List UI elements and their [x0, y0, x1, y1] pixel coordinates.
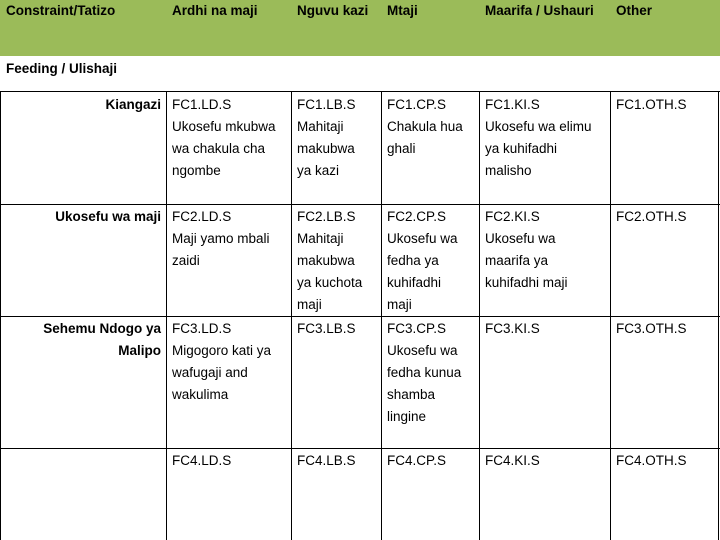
- section-row: [0, 56, 720, 92]
- section-title: Feeding / Ulishaji: [6, 61, 118, 76]
- table-cell: FC1.KI.S Ukosefu wa elimu ya kuhifadhi malisho: [485, 97, 592, 178]
- column-header-maarifa-ushauri: Maarifa / Ushauri: [485, 3, 594, 18]
- row-label-kiangazi: Kiangazi: [105, 97, 161, 112]
- table-cell: FC3.LD.S Migogoro kati ya wafugaji and wakulima: [172, 321, 272, 402]
- row-label-sehemu-ndogo: Sehemu Ndogo ya Malipo: [43, 321, 161, 358]
- column-header-mtaji: Mtaji: [387, 3, 418, 18]
- column-header-ardhi-na-maji: Ardhi na maji: [172, 3, 258, 18]
- column-header-other: Other: [616, 3, 653, 18]
- column-divider: [291, 92, 292, 540]
- table-cell: FC1.CP.S Chakula hua ghali: [387, 97, 463, 156]
- table-header-row: [0, 0, 720, 56]
- table-cell: FC1.LB.S Mahitaji makubwa ya kazi: [297, 97, 356, 178]
- row-divider: [0, 448, 720, 449]
- column-divider: [479, 92, 480, 540]
- table-cell: FC1.LD.S Ukosefu mkubwa wa chakula cha ngombe: [172, 97, 276, 178]
- table-cell: FC4.OTH.S: [616, 453, 687, 468]
- column-divider: [610, 92, 611, 540]
- table-cell: FC4.LB.S: [297, 453, 356, 468]
- table-cell: FC2.LD.S Maji yamo mbali zaidi: [172, 209, 270, 268]
- column-divider: [718, 92, 719, 540]
- column-divider: [166, 92, 167, 540]
- table-cell: FC2.CP.S Ukosefu wa fedha ya kuhifadhi maji: [387, 209, 458, 312]
- table-cell: FC1.OTH.S: [616, 97, 687, 112]
- table-cell: FC4.KI.S: [485, 453, 540, 468]
- table-cell: FC3.OTH.S: [616, 321, 687, 336]
- table-cell: FC2.LB.S Mahitaji makubwa ya kuchota maji: [297, 209, 363, 312]
- table-cell: FC3.CP.S Ukosefu wa fedha kunua shamba lingine: [387, 321, 462, 424]
- column-header-constraint: Constraint/Tatizo: [6, 3, 116, 18]
- column-header-nguvu-kazi: Nguvu kazi: [297, 3, 369, 18]
- column-divider: [0, 92, 1, 540]
- table-cell: FC4.LD.S: [172, 453, 232, 468]
- row-divider: [0, 91, 720, 92]
- table-cell: FC4.CP.S: [387, 453, 447, 468]
- table-cell: FC3.KI.S: [485, 321, 540, 336]
- table-cell: FC3.LB.S: [297, 321, 356, 336]
- column-divider: [381, 92, 382, 540]
- table-cell: FC2.KI.S Ukosefu wa maarifa ya kuhifadhi maji: [485, 209, 568, 290]
- row-divider: [0, 316, 720, 317]
- row-label-ukosefu-wa-maji: Ukosefu wa maji: [55, 209, 161, 224]
- row-divider: [0, 204, 720, 205]
- table-cell: FC2.OTH.S: [616, 209, 687, 224]
